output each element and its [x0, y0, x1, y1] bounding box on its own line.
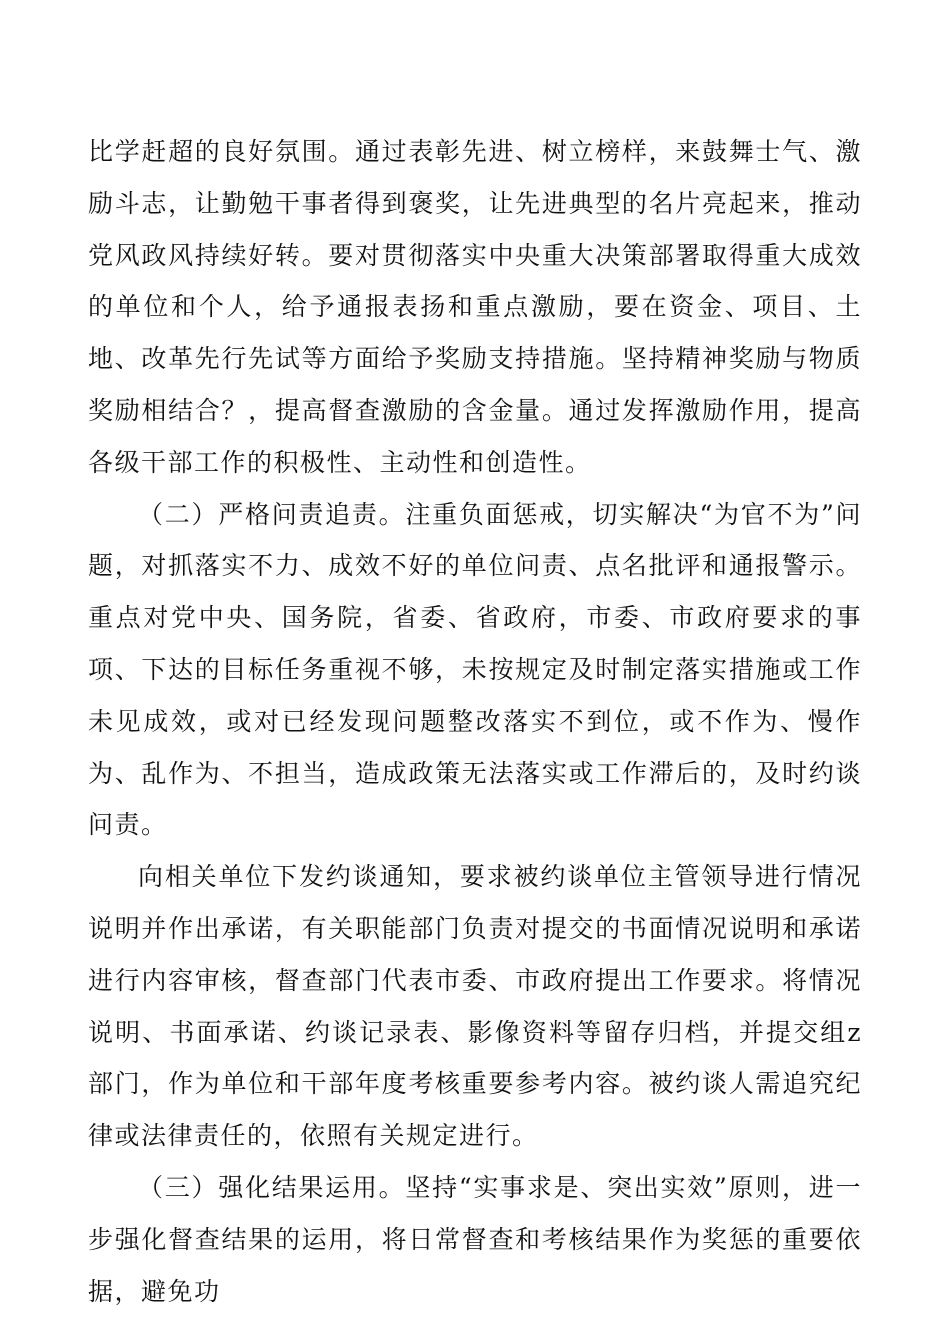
paragraph-interview-notice: 向相关单位下发约谈通知，要求被约谈单位主管领导进行情况说明并作出承诺，有关职能部门负责对提交的书面情况说明和承诺进行内容审核，督查部门代表市委、市政府提出工作要求。将情况说明、书面承诺、约谈记录表、影像资料等留存归档，并提交组z部门，作为单位和干部年度考核重要参考内容。被约谈人需追究纪律或法律责任的，依照有关规定进行。 [88, 862, 862, 1151]
paragraph-results-application: （三）强化结果运用。坚持“实事求是、突出实效”原则，进一步强化督查结果的运用，将日常督查和考核结果作为奖惩的重要依据，避免功 [88, 1172, 862, 1306]
document-body [88, 126, 862, 1317]
paragraph-accountability: （二）严格问责追责。注重负面惩戒，切实解决“为官不为”问题，对抓落实不力、成效不好的单位问责、点名批评和通报警示。重点对党中央、国务院，省委、省政府，市委、市政府要求的事项、下达的目标任务重视不够，未按规定及时制定落实措施或工作未见成效，或对已经发现问题整改落实不到位，或不作为、慢作为、乱作为、不担当，造成政策无法落实或工作滞后的，及时约谈问责。 [88, 499, 862, 840]
paragraph-continuation: 比学赶超的良好氛围。通过表彰先进、树立榜样，来鼓舞士气、激励斗志，让勤勉干事者得到褒奖，让先进典型的名片亮起来，推动党风政风持续好转。要对贯彻落实中央重大决策部署取得重大成效的单位和个人，给予通报表扬和重点激励，要在资金、项目、土地、改革先行先试等方面给予奖励支持措施。坚持精神奖励与物质奖励相结合？，提高督查激励的含金量。通过发挥激励作用，提高各级干部工作的积极性、主动性和创造性。 [88, 137, 862, 477]
